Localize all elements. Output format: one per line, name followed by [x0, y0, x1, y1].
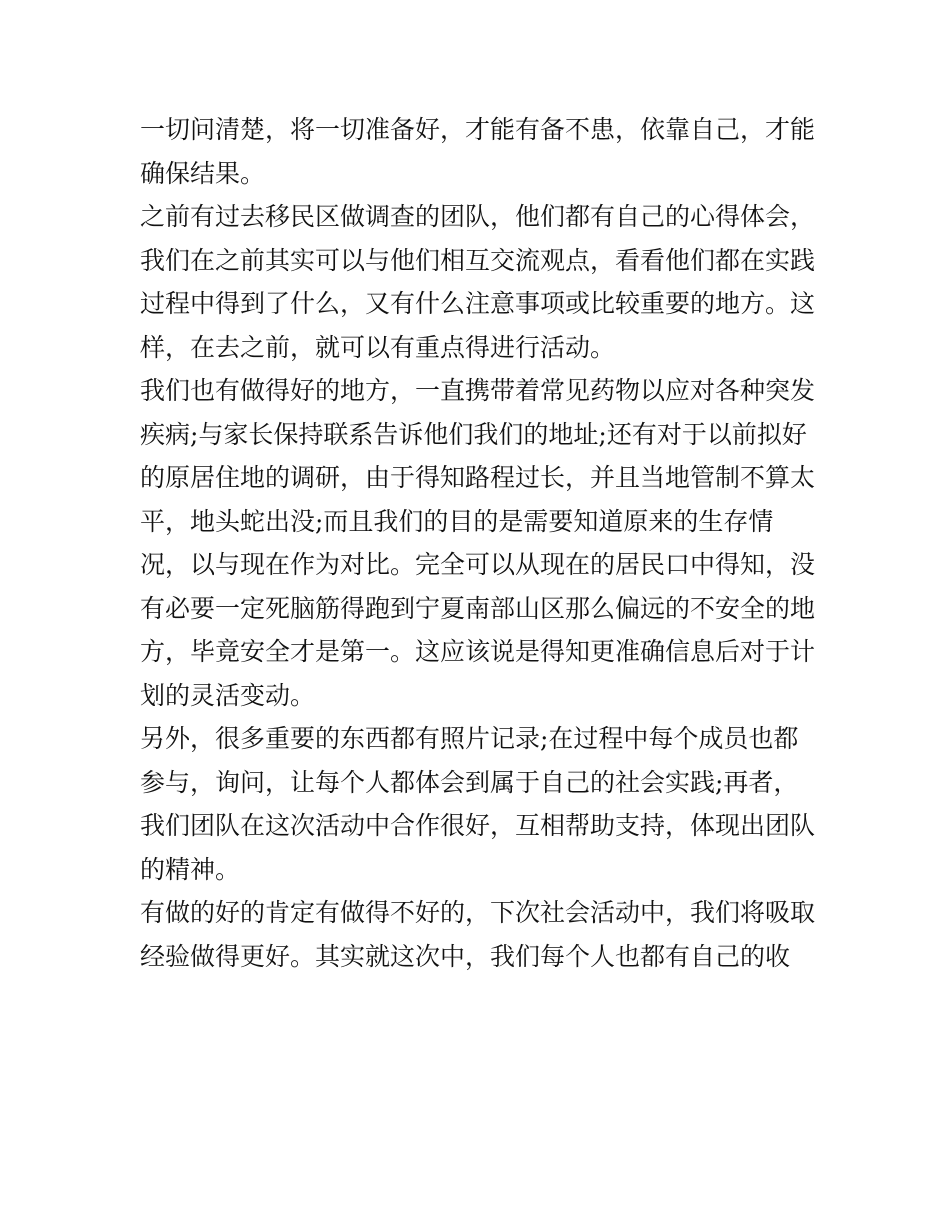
- text-line: 过程中得到了什么，又有什么注意事项或比较重要的地方。这: [140, 289, 816, 318]
- text-line: 另外，很多重要的东西都有照片记录;在过程中每个成员也都: [140, 724, 799, 753]
- text-line: 确保结果。: [140, 158, 266, 188]
- text-line: 的原居住地的调研，由于得知路程过长，并且当地管制不算太: [140, 463, 816, 492]
- text-line: 之前有过去移民区做调查的团队，他们都有自己的心得体会，: [140, 202, 816, 231]
- text-line: 平，地头蛇出没;而且我们的目的是需要知道原来的生存情: [140, 506, 774, 536]
- text-line: 疾病;与家长保持联系告诉他们我们的地址;还有对于以前拟好: [140, 419, 807, 449]
- text-line: 的精神。: [140, 854, 241, 884]
- text-line: 一切问清楚，将一切准备好，才能有备不患，依靠自己，才能: [140, 115, 816, 144]
- text-line: 方，毕竟安全才是第一。这应该说是得知更准确信息后对于计: [140, 637, 816, 666]
- text-line: 划的灵活变动。: [140, 680, 316, 710]
- text-line: 况，以与现在作为对比。完全可以从现在的居民口中得知，没: [140, 550, 816, 579]
- text-line: 样，在去之前，就可以有重点得进行活动。: [140, 332, 616, 362]
- text-line: 有做的好的肯定有做得不好的，下次社会活动中，我们将吸取: [140, 898, 816, 927]
- text-line: 我们团队在这次活动中合作很好，互相帮助支持，体现出团队: [140, 811, 816, 840]
- text-line: 参与，询问，让每个人都体会到属于自己的社会实践;再者，: [140, 767, 799, 797]
- text-line: 经验做得更好。其实就这次中，我们每个人也都有自己的收: [140, 941, 791, 971]
- text-line: 我们在之前其实可以与他们相互交流观点，看看他们都在实践: [140, 245, 816, 275]
- body-text: [140, 108, 820, 978]
- text-line: 我们也有做得好的地方，一直携带着常见药物以应对各种突发: [140, 376, 816, 405]
- text-line: 有必要一定死脑筋得跑到宁夏南部山区那么偏远的不安全的地: [140, 593, 816, 623]
